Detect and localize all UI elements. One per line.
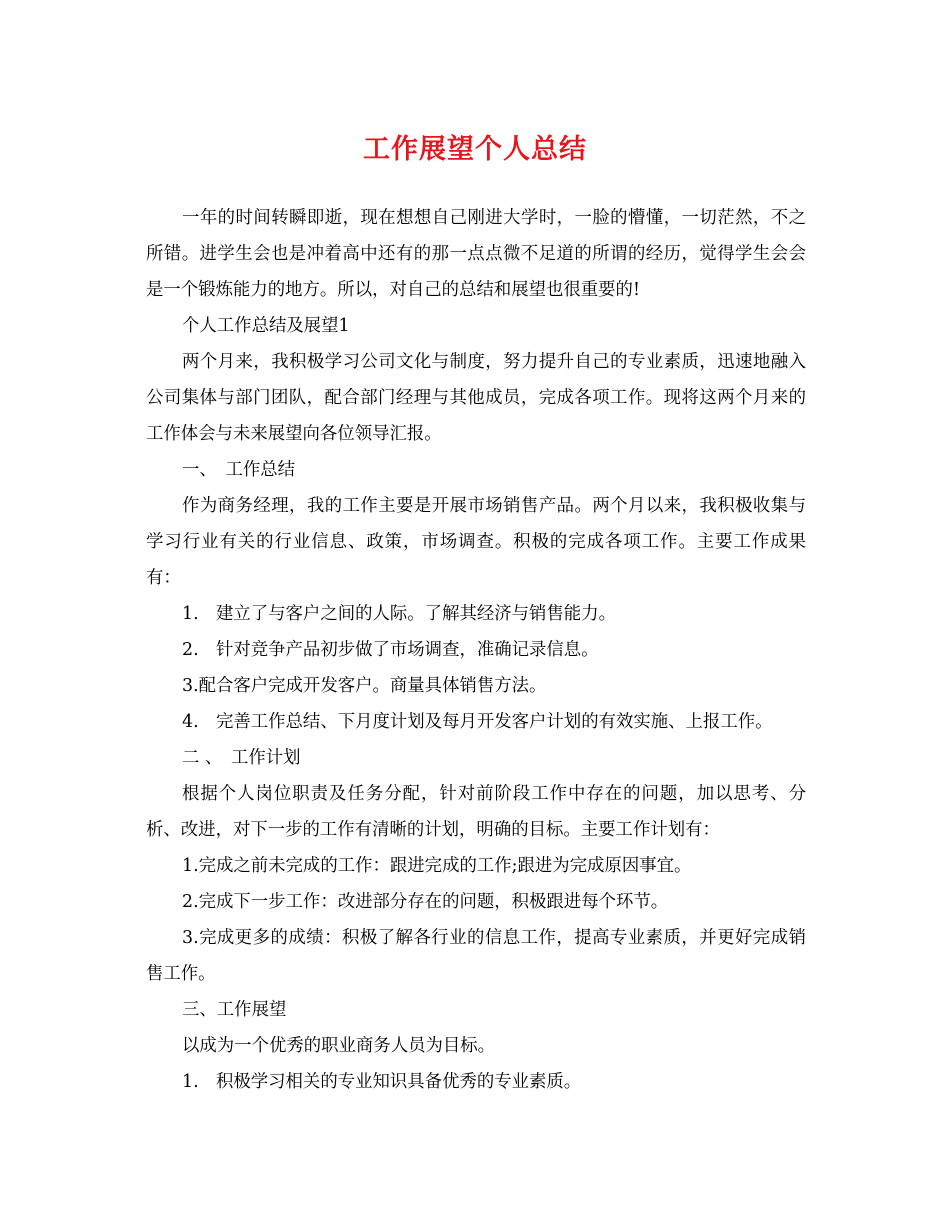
list-item-summary-3: 3.配合客户完成开发客户。商量具体销售方法。 [182,676,547,696]
paragraph-intro: 一年的时间转瞬即逝，现在想想自己刚进大学时，一脸的懵懂，一切茫然，不之所错。进学生会也是冲着高中还有的那一点点微不足道的所谓的经历，觉得学生会会是一个锻炼能力的地方。所以，对自己的总结和展望也很重要的! [146,208,806,300]
paragraph-section-heading: 个人工作总结及展望1 [182,316,350,336]
list-item-summary-4: 4. 完善工作总结、下月度计划及每月开发客户计划的有效实施、上报工作。 [182,712,773,732]
list-item-plan-1: 1.完成之前未完成的工作：跟进完成的工作;跟进为完成原因事宜。 [182,856,692,876]
list-item-plan-2: 2.完成下一步工作：改进部分存在的问题，积极跟进每个环节。 [182,892,669,912]
heading-work-plan: 二 、 工作计划 [182,748,301,768]
list-item-summary-2: 2. 针对竞争产品初步做了市场调查，准确记录信息。 [182,640,599,660]
document-title: 工作展望个人总结 [363,134,587,165]
paragraph-outlook: 以成为一个优秀的职业商务人员为目标。 [182,1036,496,1056]
list-item-summary-1: 1. 建立了与客户之间的人际。了解其经济与销售能力。 [182,604,616,624]
paragraph-overview: 两个月来，我积极学习公司文化与制度，努力提升自己的专业素质，迅速地融入公司集体与部门团队，配合部门经理与其他成员，完成各项工作。现将这两个月来的工作体会与未来展望向各位领导汇报。 [146,352,806,444]
list-item-outlook-1: 1. 积极学习相关的专业知识具备优秀的专业素质。 [182,1072,582,1092]
heading-work-outlook: 三、工作展望 [182,1000,287,1020]
document-body [146,200,806,1100]
paragraph-work-summary: 作为商务经理，我的工作主要是开展市场销售产品。两个月以来，我积极收集与学习行业有关的行业信息、政策，市场调查。积极的完成各项工作。主要工作成果有： [146,496,806,588]
paragraph-work-plan: 根据个人岗位职责及任务分配，针对前阶段工作中存在的问题，加以思考、分析、改进，对下一步的工作有清晰的计划，明确的目标。主要工作计划有： [146,784,806,840]
heading-work-summary: 一、 工作总结 [182,460,296,480]
list-item-plan-3: 3.完成更多的成绩：积极了解各行业的信息工作，提高专业素质，并更好完成销售工作。 [146,928,806,984]
